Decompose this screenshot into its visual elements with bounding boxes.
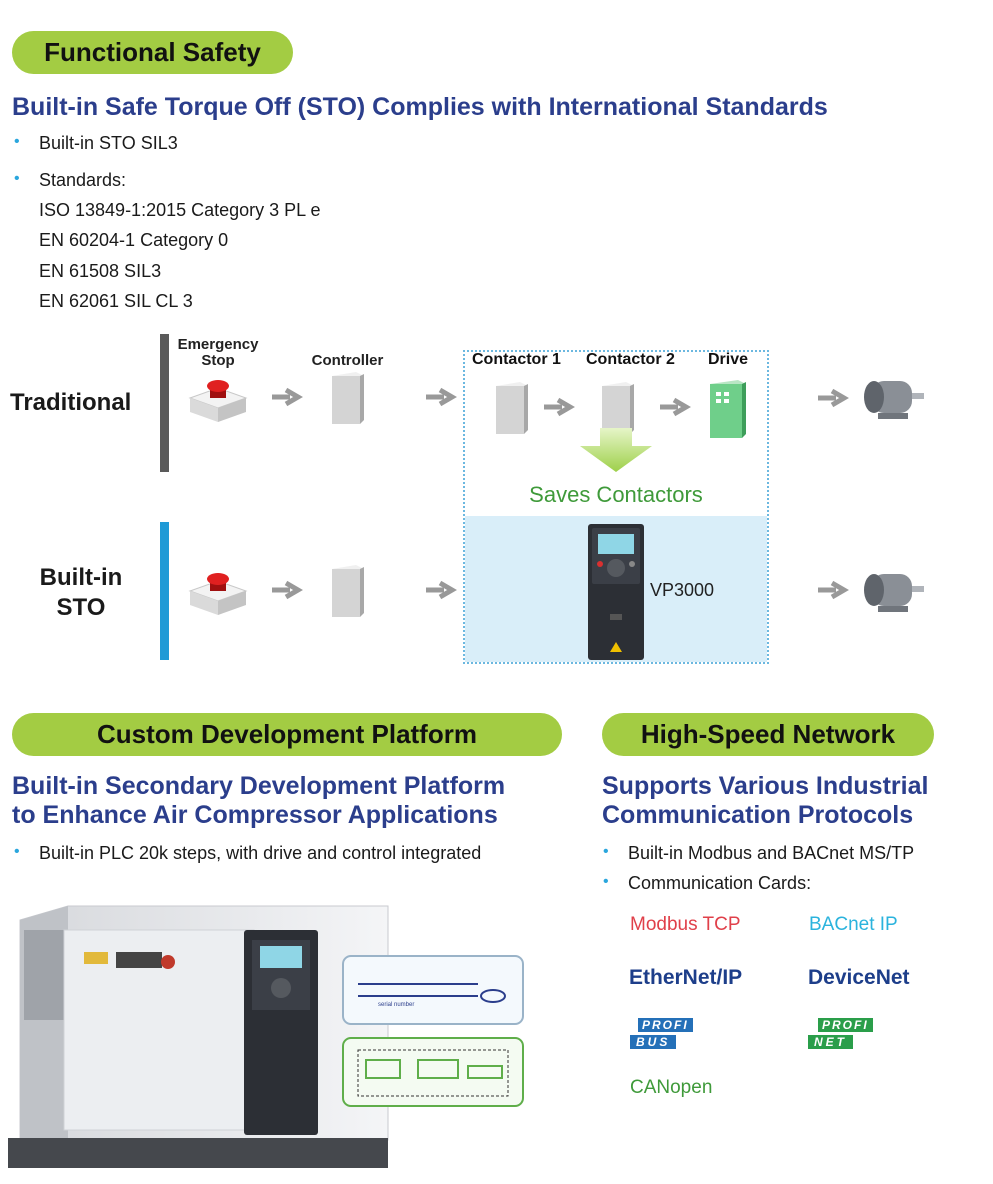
profinet-logo (808, 1018, 894, 1052)
arrow-icon (270, 580, 304, 600)
row-label-built-in-sto (20, 563, 142, 623)
arrow-icon (658, 397, 692, 417)
section-pill-custom-development (12, 713, 562, 756)
arrow-icon (542, 397, 576, 417)
profinet-logo-bottom: NET (808, 1035, 853, 1049)
arrow-icon (816, 580, 850, 600)
standard-item: EN 61508 SIL3 (39, 261, 162, 281)
motor-icon (860, 373, 928, 423)
bullet-plc (14, 838, 482, 868)
row-label-line: STO (56, 594, 106, 621)
pill-label: High-Speed Network (640, 719, 896, 749)
traditional-bar (160, 334, 169, 472)
standard-item: EN 60204-1 Category 0 (39, 230, 229, 250)
controller-icon (328, 563, 368, 619)
standard-item: ISO 13849-1:2015 Category 3 PL e (39, 200, 321, 220)
section-pill-functional-safety (12, 31, 293, 74)
section-pill-high-speed-network (602, 713, 934, 756)
bullet-dot-icon: • (14, 170, 20, 187)
vp3000-label: VP3000 (650, 580, 715, 600)
bullet-text: Built-in PLC 20k steps, with drive and control integrated (39, 843, 482, 863)
label-contactor-1: Contactor 1 (472, 351, 561, 368)
profibus-logo-top: PROFI (638, 1018, 693, 1032)
arrow-icon (424, 580, 458, 600)
contactor-icon (492, 380, 532, 436)
heading-line: to Enhance Air Compressor Applications (12, 801, 498, 829)
profibus-logo-bottom: BUS (630, 1035, 676, 1049)
protocol-ethernet-ip-logo: EtherNet/IP (629, 966, 743, 989)
bullet-dot-icon: • (603, 843, 609, 860)
protocol-modbus-tcp: Modbus TCP (630, 914, 741, 935)
heading-line: Supports Various Industrial (602, 772, 929, 800)
air-compressor-image (8, 900, 528, 1175)
ladder-serial-note: serial number (378, 1002, 415, 1008)
bullet-communication-cards (603, 868, 812, 898)
bullet-text: Built-in Modbus and BACnet MS/TP (628, 843, 915, 863)
motor-icon (860, 566, 928, 616)
drive-icon (708, 378, 750, 440)
protocol-canopen: CANopen (630, 1077, 713, 1098)
bullet-standards (14, 165, 127, 195)
profibus-logo (630, 1018, 712, 1052)
saves-contactors-label: Saves Contactors (529, 482, 703, 507)
saves-arrow-icon (578, 428, 654, 474)
pill-label: Custom Development Platform (97, 719, 477, 749)
pill-label: Functional Safety (44, 37, 261, 67)
protocol-devicenet-logo: DeviceNet (808, 966, 910, 989)
row-label-line: Built-in (39, 564, 123, 591)
label-contactor-2: Contactor 2 (586, 351, 675, 368)
custom-heading (12, 772, 592, 830)
emergency-stop-icon (186, 372, 250, 424)
bullet-dot-icon: • (603, 873, 609, 890)
label-emergency-stop: Emergency Stop (177, 336, 259, 369)
network-heading (602, 772, 982, 830)
vp3000-drive-image (586, 522, 646, 662)
arrow-icon (816, 388, 850, 408)
bullet-dot-icon: • (14, 843, 20, 860)
label-drive: Drive (708, 351, 749, 368)
controller-icon (328, 370, 368, 426)
bullet-dot-icon: • (14, 133, 20, 150)
arrow-icon (270, 387, 304, 407)
arrow-icon (424, 387, 458, 407)
label-controller: Controller (311, 352, 384, 369)
emergency-stop-icon (186, 565, 250, 617)
safety-heading: Built-in Safe Torque Off (STO) Complies with International Standards (12, 93, 828, 121)
bullet-text: Built-in STO SIL3 (39, 133, 178, 153)
heading-line: Built-in Secondary Development Platform (12, 772, 506, 800)
heading-line: Communication Protocols (602, 801, 914, 829)
bullet-text: Standards: (39, 170, 127, 190)
bullet-sto-sil3 (14, 128, 178, 158)
bullet-text: Communication Cards: (628, 873, 812, 893)
protocol-bacnet-ip: BACnet IP (809, 914, 898, 935)
sto-bar (160, 522, 169, 660)
row-label-traditional: Traditional (10, 389, 132, 416)
profinet-logo-top: PROFI (818, 1018, 873, 1032)
bullet-modbus-bacnet (603, 838, 915, 868)
standard-item: EN 62061 SIL CL 3 (39, 291, 193, 311)
